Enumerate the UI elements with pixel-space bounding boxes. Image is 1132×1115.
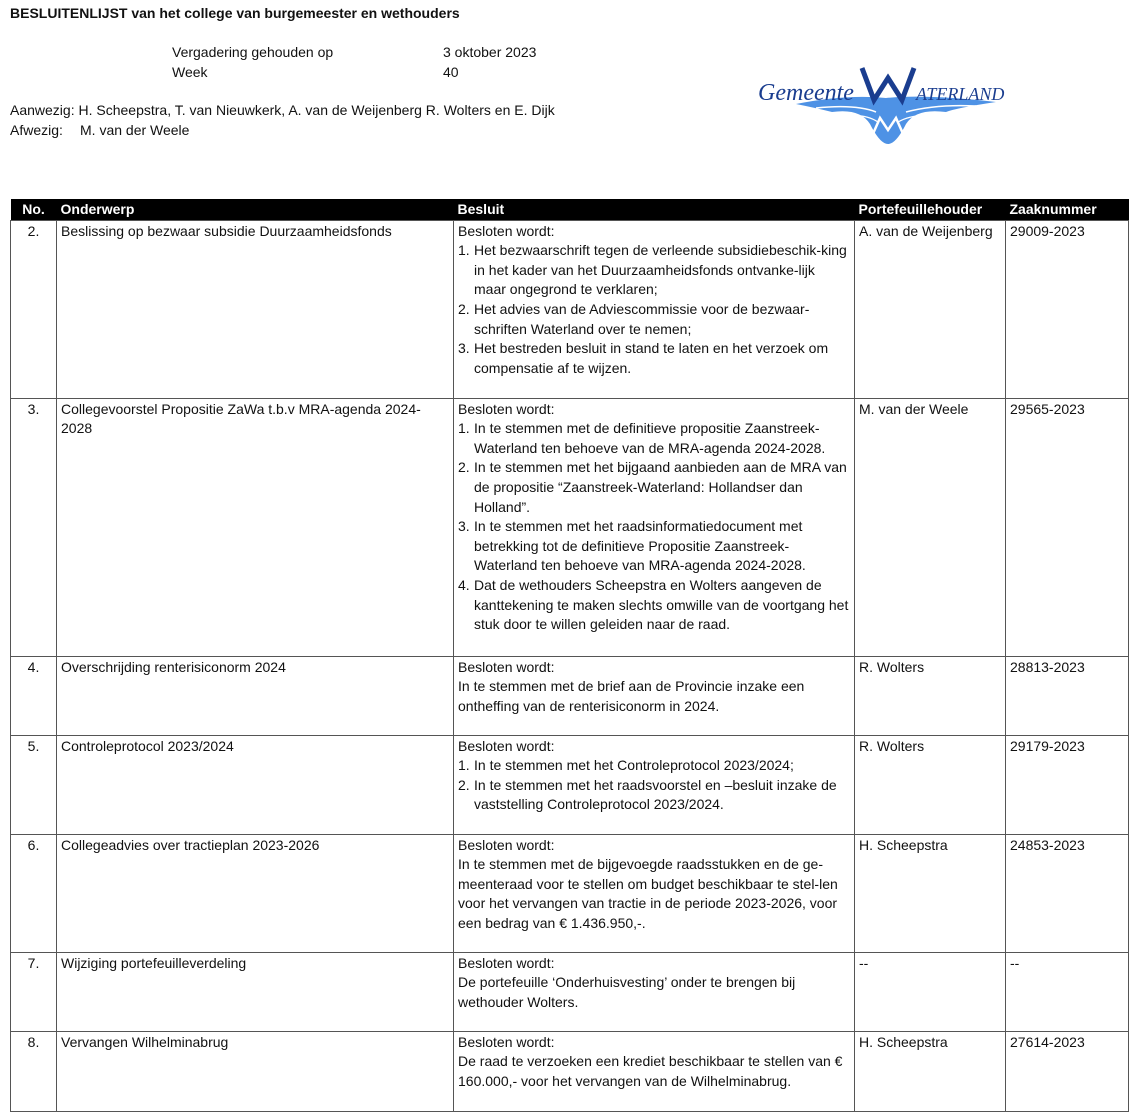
row-zaaknummer: 24853-2023 [1006,834,1129,952]
list-item: 4. Dat de wethouders Scheepstra en Wolters aangeven de kanttekening te maken slechts omwille van de voortgang het stuk door te willen geleiden naar de raad. [458,576,849,633]
row-besluit [454,1031,855,1111]
list-item: 2. In te stemmen met het raadsvoorstel en –besluit inzake de vaststelling Controleprotocol 2023/2024. [458,776,837,813]
col-portefeuillehouder: Portefeuillehouder [855,199,1006,220]
row-besluit [454,952,855,1031]
logo-text-waterland: ATERLAND [916,84,1005,104]
row-number: 2. [11,220,57,398]
row-zaaknummer: 28813-2023 [1006,656,1129,735]
besluit-text: De portefeuille ‘Onderhuisvesting’ onder te brengen bij wethouder Wolters. [458,974,796,1010]
besluit-heading: Besloten wordt: [458,222,555,239]
week-number: 40 [443,64,459,80]
row-number: 5. [11,735,57,834]
col-besluit: Besluit [454,199,855,220]
table-row [11,735,1129,834]
row-besluit [454,398,855,656]
row-number: 6. [11,834,57,952]
title-rest: van het college van burgemeester en wethouders [127,5,460,21]
besluit-heading: Besloten wordt: [458,836,555,853]
row-zaaknummer: 27614-2023 [1006,1031,1129,1111]
list-item: 3. In te stemmen met het raadsinformatiedocument met betrekking tot de definitieve Propositie Zaanstreek-Waterland ten behoeve van MRA-agenda 2024-2028. [458,518,806,574]
table-header-row [11,199,1129,220]
row-zaaknummer: 29009-2023 [1006,220,1129,398]
list-item: 1. In te stemmen met de definitieve propositie Zaanstreek-Waterland ten behoeve van de MRA-agenda 2024-2028. [458,420,826,456]
besluit-heading: Besloten wordt: [458,737,555,754]
table-row [11,952,1129,1031]
meeting-label: Vergadering gehouden op [172,44,334,60]
week-label: Week [172,64,208,80]
col-no: No. [11,199,57,220]
row-portefeuillehouder: H. Scheepstra [855,834,1006,952]
besluit-text: De raad te verzoeken een krediet beschikbaar te stellen van € 160.000,- voor het vervangen van de Wilhelminabrug. [458,1053,843,1089]
list-item: 2. In te stemmen met het bijgaand aanbieden aan de MRA van de propositie “Zaanstreek-Waterland: Hollandser dan Holland”. [458,459,847,515]
row-portefeuillehouder: H. Scheepstra [855,1031,1006,1111]
row-onderwerp: Beslissing op bezwaar subsidie Duurzaamheidsfonds [57,220,454,398]
besluit-heading: Besloten wordt: [458,400,555,417]
besluit-heading: Besloten wordt: [458,658,555,675]
row-onderwerp: Collegeadvies over tractieplan 2023-2026 [57,834,454,952]
besluit-heading: Besloten wordt: [458,1033,555,1050]
list-item: 2. Het advies van de Adviescommissie voor de bezwaar-schriften Waterland over te nemen; [458,300,810,337]
table-row [11,656,1129,735]
logo-text-gemeente: Gemeente [758,80,854,106]
table-row [11,398,1129,656]
besluit-text: In te stemmen met de brief aan de Provincie inzake een ontheffing van de renterisiconorm in 2024. [458,678,805,714]
col-zaaknummer: Zaaknummer [1006,199,1129,220]
row-besluit [454,735,855,834]
row-portefeuillehouder: -- [855,952,1006,1031]
gemeente-waterland-logo [756,64,1020,148]
row-portefeuillehouder: R. Wolters [855,735,1006,834]
list-item: 1. In te stemmen met het Controleprotocol 2023/2024; [458,757,794,774]
row-onderwerp: Controleprotocol 2023/2024 [57,735,454,834]
row-onderwerp: Vervangen Wilhelminabrug [57,1031,454,1111]
row-besluit [454,656,855,735]
row-number: 3. [11,398,57,656]
table-row [11,834,1129,952]
absent-label: Afwezig: [10,122,63,138]
row-besluit [454,834,855,952]
present-members: Aanwezig: H. Scheepstra, T. van Nieuwkerk, A. van de Weijenberg R. Wolters en E. Dijk [10,102,555,118]
col-onderwerp: Onderwerp [57,199,454,220]
row-portefeuillehouder: R. Wolters [855,656,1006,735]
row-besluit [454,220,855,398]
row-onderwerp: Overschrijding renterisiconorm 2024 [57,656,454,735]
row-zaaknummer: 29565-2023 [1006,398,1129,656]
meeting-info [172,43,536,83]
row-number: 7. [11,952,57,1031]
table-row [11,1031,1129,1111]
besluit-text: In te stemmen met de bijgevoegde raadsstukken en de ge-meenteraad voor te stellen om budget beschikbaar te stel-len voor het vervangen van tractie in de periode 2023-2026, voor een bedrag van € 1.436.950,-. [458,856,838,931]
table-row [11,220,1129,398]
document-title [10,4,460,24]
decisions-table [10,199,1129,1112]
absent-members [10,121,189,141]
row-number: 4. [11,656,57,735]
logo-w-mark [862,68,914,100]
row-zaaknummer: 29179-2023 [1006,735,1129,834]
row-onderwerp: Wijziging portefeuilleverdeling [57,952,454,1031]
row-zaaknummer: -- [1006,952,1129,1031]
meeting-date: 3 oktober 2023 [443,44,537,60]
row-portefeuillehouder: M. van der Weele [855,398,1006,656]
row-portefeuillehouder: A. van de Weijenberg [855,220,1006,398]
list-item: 1. Het bezwaarschrift tegen de verleende subsidiebeschik-king in het kader van het Duurzaamheidsfonds ontvanke-lijk maar ongegrond te verklaren; [458,242,847,298]
row-number: 8. [11,1031,57,1111]
list-item: 3. Het bestreden besluit in stand te laten en het verzoek om compensatie af te wijzen. [458,340,829,376]
row-onderwerp: Collegevoorstel Propositie ZaWa t.b.v MRA-agenda 2024-2028 [57,398,454,656]
besluit-heading: Besloten wordt: [458,954,555,971]
absent-value: M. van der Weele [80,122,190,138]
title-bold: BESLUITENLIJST [10,5,128,21]
